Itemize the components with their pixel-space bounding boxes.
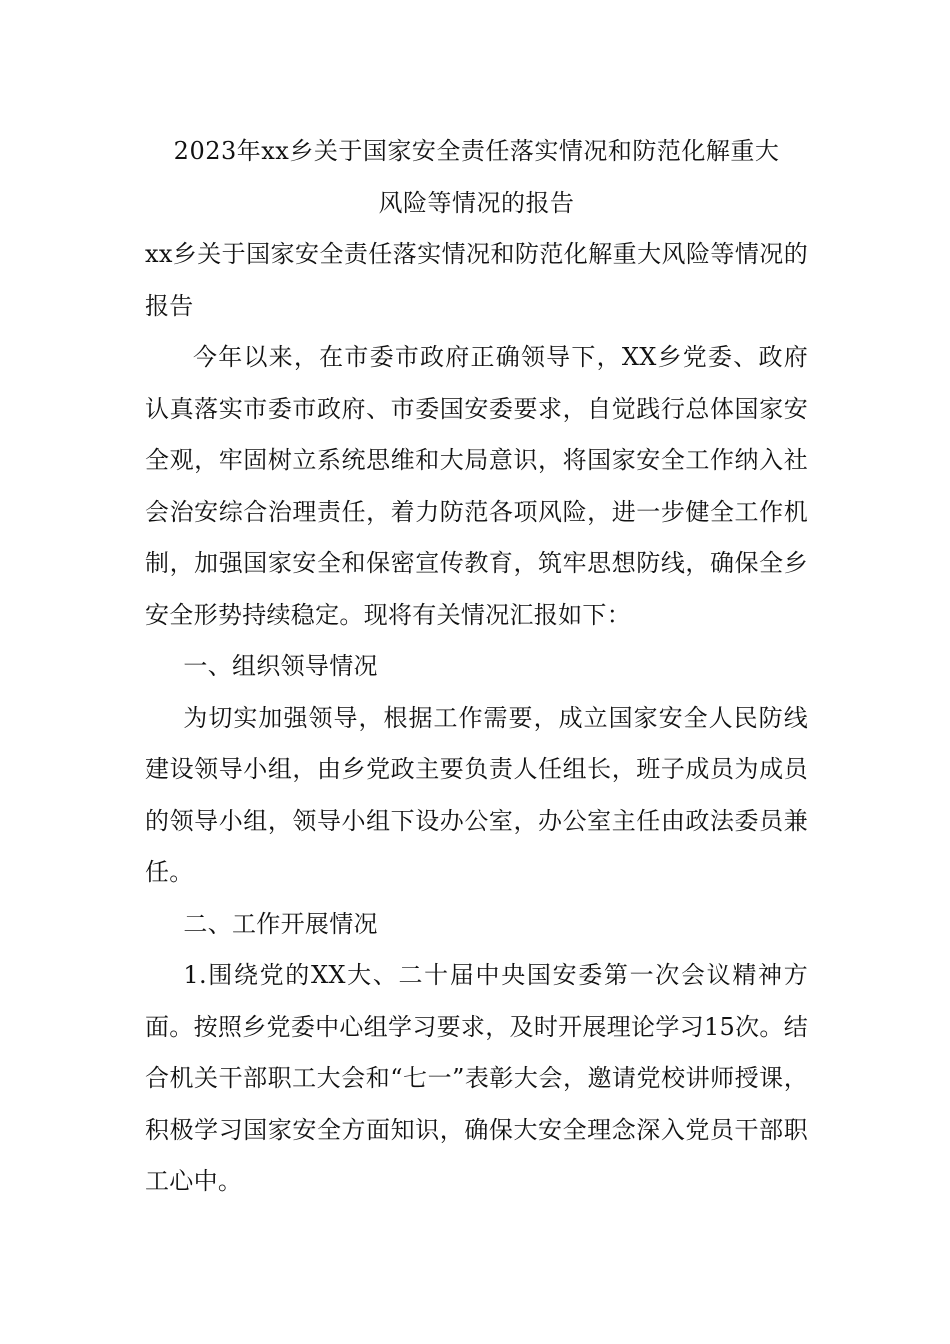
document-title (145, 126, 808, 229)
section-1-body: 为切实加强领导，根据工作需要，成立国家安全人民防线建设领导小组，由乡党政主要负责人任组长，班子成员为成员的领导小组，领导小组下设办公室，办公室主任由政法委员兼任。 (145, 703, 808, 886)
intro-paragraph: 今年以来，在市委市政府正确领导下，XX乡党委、政府认真落实市委市政府、市委国安委要求，自觉践行总体国家安全观，牢固树立系统思维和大局意识，将国家安全工作纳入社会治安综合治理责任，着力防范各项风险，进一步健全工作机制，加强国家安全和保密宣传教育，筑牢思想防线，确保全乡安全形势持续稳定。现将有关情况汇报如下： (145, 343, 808, 629)
document-subtitle: xx乡关于国家安全责任落实情况和防范化解重大风险等情况的报告 (145, 240, 808, 320)
document-title-line-2: 风险等情况的报告 (378, 188, 575, 217)
document-title-line-1: 2023年xx乡关于国家安全责任落实情况和防范化解重大 (173, 137, 780, 165)
section-2-heading: 二、工作开展情况 (183, 909, 378, 938)
document-body (145, 126, 808, 1208)
section-2-item-1: 1.围绕党的XX大、二十届中央国安委第一次会议精神方面。按照乡党委中心组学习要求，及时开展理论学习15次。结合机关干部职工大会和“七一”表彰大会，邀请党校讲师授课，积极学习国家安全方面知识，确保大安全理念深入党员干部职工心中。 (145, 961, 808, 1195)
section-1-heading: 一、组织领导情况 (183, 652, 378, 680)
